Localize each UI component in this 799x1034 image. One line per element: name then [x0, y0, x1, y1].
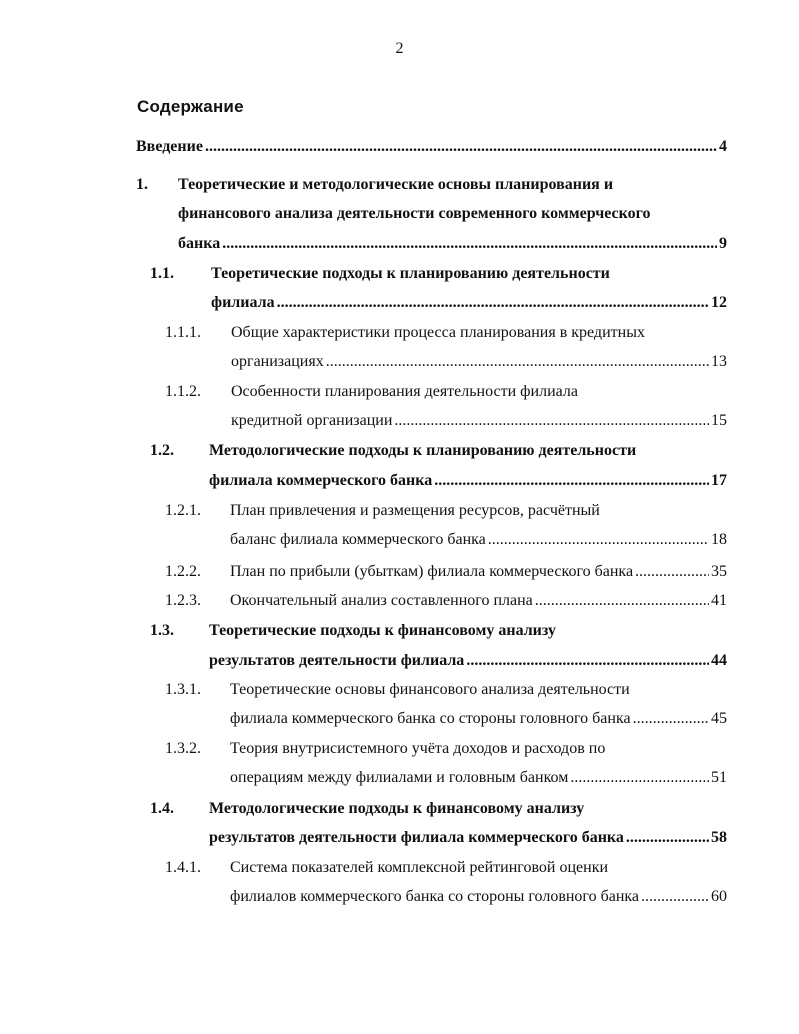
dot-leader — [394, 410, 709, 432]
toc-entry-title-cont: операциям между филиалами и головным банком — [230, 769, 569, 786]
toc-entry-1-2-3[interactable] — [230, 590, 727, 612]
toc-entry-title[interactable]: Теоретические и методологические основы планирования и — [178, 176, 614, 193]
toc-entry-title-cont: банка — [178, 235, 221, 252]
toc-number: 1.1.1. — [165, 324, 201, 341]
toc-entry-1-3[interactable] — [209, 650, 727, 672]
toc-page-number: 44 — [711, 652, 727, 669]
toc-page-number: 51 — [711, 769, 727, 786]
dot-leader — [635, 561, 709, 583]
dot-leader — [626, 827, 709, 849]
toc-number: 1.2.1. — [165, 502, 201, 519]
toc-entry-1-3-2[interactable] — [230, 767, 727, 789]
dot-leader — [277, 292, 709, 314]
toc-entry-1-1[interactable] — [211, 292, 727, 314]
toc-entry-title[interactable]: Теоретические основы финансового анализа деятельности — [230, 681, 630, 698]
toc-page-number: 17 — [711, 472, 727, 489]
toc-number: 1.1. — [150, 265, 174, 282]
toc-number: 1.2.2. — [165, 563, 201, 580]
toc-page-number: 35 — [711, 563, 727, 580]
toc-entry-title-cont: филиала — [211, 294, 275, 311]
toc-page-number: 41 — [711, 592, 727, 609]
toc-page-number: 18 — [711, 531, 727, 548]
toc-number: 1.4. — [150, 800, 174, 817]
toc-entry-title[interactable]: Теоретические подходы к финансовому анализу — [209, 622, 556, 639]
dot-leader — [466, 650, 709, 672]
toc-entry-title-cont: филиала коммерческого банка — [209, 472, 433, 489]
toc-entry-title: План по прибыли (убыткам) филиала коммерческого банка — [230, 563, 634, 580]
dot-leader — [434, 470, 709, 492]
toc-page-number: 58 — [711, 829, 727, 846]
toc-entry-title-cont: организациях — [231, 353, 324, 370]
toc-page-number: 60 — [711, 888, 727, 905]
toc-number: 1. — [136, 176, 148, 193]
toc-number: 1.3.2. — [165, 740, 201, 757]
toc-page-number: 12 — [711, 294, 727, 311]
toc-page-number: 9 — [719, 235, 727, 252]
toc-entry-title: Введение — [136, 138, 203, 155]
toc-number: 1.2.3. — [165, 592, 201, 609]
toc-entry-title-cont: кредитной организации — [231, 412, 393, 429]
toc-number: 1.2. — [150, 442, 174, 459]
dot-leader — [633, 708, 709, 730]
dot-leader — [535, 590, 709, 612]
toc-number: 1.3.1. — [165, 681, 201, 698]
toc-page-number: 15 — [711, 412, 727, 429]
toc-entry-title-cont: результатов деятельности филиала коммерческого банка — [209, 829, 624, 846]
dot-leader — [641, 886, 709, 908]
toc-entry-1[interactable] — [178, 233, 727, 255]
toc-entry-title[interactable]: Особенности планирования деятельности филиала — [231, 383, 578, 400]
page-title: Содержание — [137, 97, 244, 116]
toc-entry-1-4[interactable] — [209, 827, 727, 849]
toc-entry-1-1-2[interactable] — [231, 410, 727, 432]
toc-entry-intro[interactable] — [136, 136, 727, 158]
dot-leader — [205, 136, 717, 158]
dot-leader — [222, 233, 717, 255]
page-number: 2 — [395, 40, 404, 57]
toc-entry-title-cont[interactable]: финансового анализа деятельности современного коммерческого — [178, 205, 651, 222]
toc-page-number: 45 — [711, 710, 727, 727]
toc-entry-1-2[interactable] — [209, 470, 727, 492]
toc-entry-title[interactable]: Теоретические подходы к планированию деятельности — [211, 265, 610, 282]
toc-entry-title[interactable]: Методологические подходы к финансовому анализу — [209, 800, 585, 817]
toc-entry-title[interactable]: Методологические подходы к планированию деятельности — [209, 442, 637, 459]
toc-page-number: 13 — [711, 353, 727, 370]
toc-entry-title[interactable]: Система показателей комплексной рейтинговой оценки — [230, 859, 609, 876]
toc-entry-1-2-1[interactable] — [230, 529, 727, 551]
toc-entry-1-2-2[interactable] — [230, 561, 727, 583]
dot-leader — [488, 529, 709, 551]
toc-entry-title-cont: результатов деятельности филиала — [209, 652, 465, 669]
toc-page-number: 4 — [719, 138, 727, 155]
toc-entry-title[interactable]: План привлечения и размещения ресурсов, расчётный — [230, 502, 600, 519]
toc-number: 1.1.2. — [165, 383, 201, 400]
toc-entry-title-cont: филиалов коммерческого банка со стороны головного банка — [230, 888, 640, 905]
toc-entry-1-3-1[interactable] — [230, 708, 727, 730]
toc-entry-title[interactable]: Общие характеристики процесса планирования в кредитных — [231, 324, 645, 341]
toc-entry-title-cont: филиала коммерческого банка со стороны головного банка — [230, 710, 631, 727]
dot-leader — [326, 351, 709, 373]
toc-number: 1.3. — [150, 622, 174, 639]
toc-entry-title[interactable]: Теория внутрисистемного учёта доходов и расходов по — [230, 740, 606, 757]
toc-entry-title-cont: баланс филиала коммерческого банка — [230, 531, 486, 548]
toc-entry-1-4-1[interactable] — [230, 886, 727, 908]
toc-entry-title: Окончательный анализ составленного плана — [230, 592, 533, 609]
toc-number: 1.4.1. — [165, 859, 201, 876]
dot-leader — [570, 767, 709, 789]
toc-entry-1-1-1[interactable] — [231, 351, 727, 373]
